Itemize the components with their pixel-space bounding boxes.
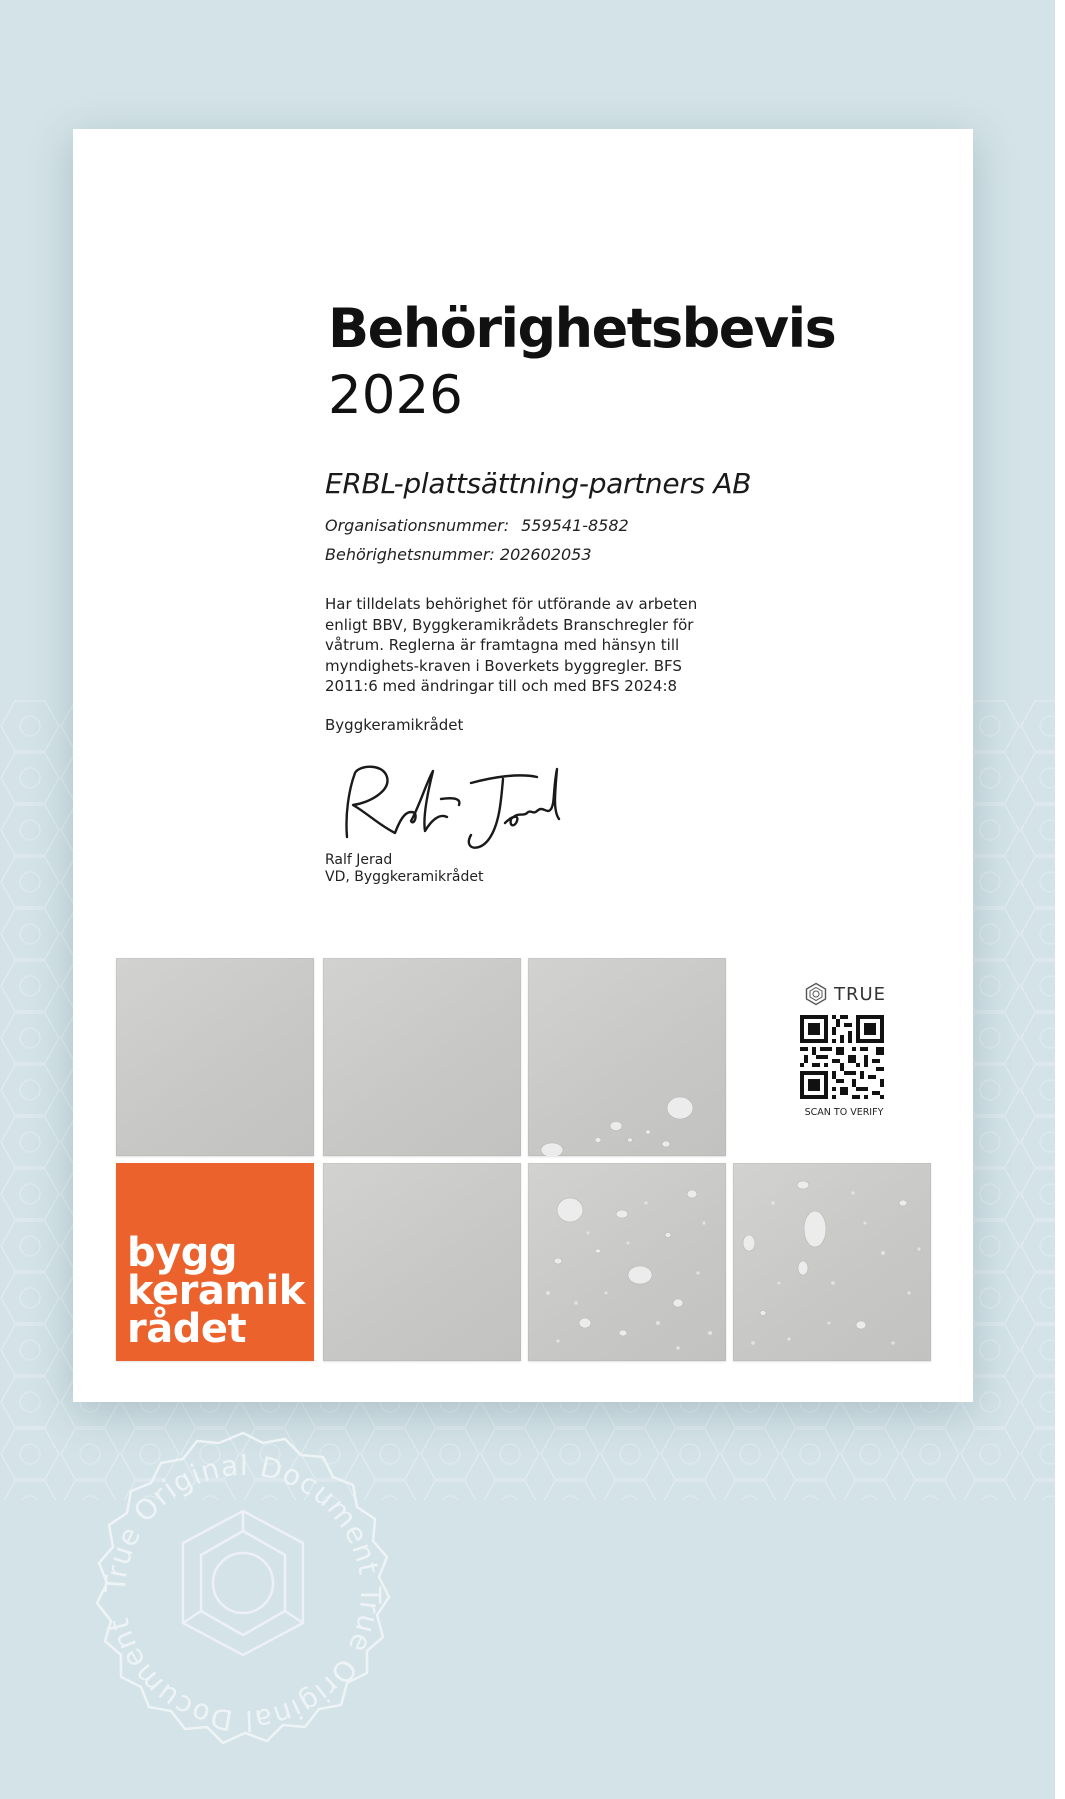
handwritten-signature xyxy=(323,759,563,859)
scan-to-verify-label: SCAN TO VERIFY xyxy=(804,1107,884,1118)
certificate-year: 2026 xyxy=(328,365,463,426)
signer-block xyxy=(325,852,483,886)
hexagon-logo-icon xyxy=(804,982,828,1006)
signer-name: Ralf Jerad xyxy=(325,852,393,868)
page-edge xyxy=(1055,0,1065,1799)
certificate xyxy=(73,129,973,1402)
ceramic-tile xyxy=(323,1163,521,1361)
authorization-number-label: Behörighetsnummer: xyxy=(325,545,495,564)
certificate-title: Behörighetsbevis xyxy=(328,297,836,360)
description-line: enligt BBV, Byggkeramikrådets Branschregler för xyxy=(325,615,694,634)
description-line: myndighets-kraven i Boverkets byggregler. BFS xyxy=(325,656,682,675)
ceramic-tile-wet xyxy=(528,1163,726,1361)
ceramic-tile-wet xyxy=(733,1163,931,1361)
ceramic-tile-wet xyxy=(528,958,726,1156)
authorization-number-value: 202602053 xyxy=(499,545,592,564)
logo-line: keramik xyxy=(127,1268,305,1314)
true-brand xyxy=(794,982,896,1006)
org-number-label: Organisationsnummer: xyxy=(325,516,510,535)
logo-wordmark xyxy=(127,1230,305,1352)
ceramic-tile xyxy=(323,958,521,1156)
logo-line: rådet xyxy=(127,1306,247,1352)
org-number-row xyxy=(325,516,629,535)
organization-logo xyxy=(116,1163,314,1361)
authorization-number-row xyxy=(325,545,592,564)
verification-block xyxy=(786,982,896,1118)
description-line: våtrum. Reglerna är framtagna med hänsyn till xyxy=(325,636,680,654)
company-name: ERBL-plattsättning-partners AB xyxy=(325,467,752,500)
qr-code-icon[interactable] xyxy=(800,1015,884,1099)
ceramic-tile xyxy=(116,958,314,1156)
org-number-value: 559541-8582 xyxy=(521,516,629,535)
description-line: 2011:6 med ändringar till och med BFS 2024:8 xyxy=(325,677,678,695)
description-line: Har tilldelats behörighet för utförande av arbeten xyxy=(325,595,698,613)
svg-text:True Original Document True O xyxy=(99,1449,387,1737)
hexagon-seal-icon xyxy=(77,1427,409,1759)
seal-text: True Original Document True Original Document xyxy=(98,1448,388,1738)
logo-line: bygg xyxy=(127,1230,237,1276)
signer-title: VD, Byggkeramikrådet xyxy=(325,869,484,885)
true-brand-label: TRUE xyxy=(833,983,887,1005)
issuer-name: Byggkeramikrådet xyxy=(325,716,464,734)
authorization-description xyxy=(325,594,705,697)
